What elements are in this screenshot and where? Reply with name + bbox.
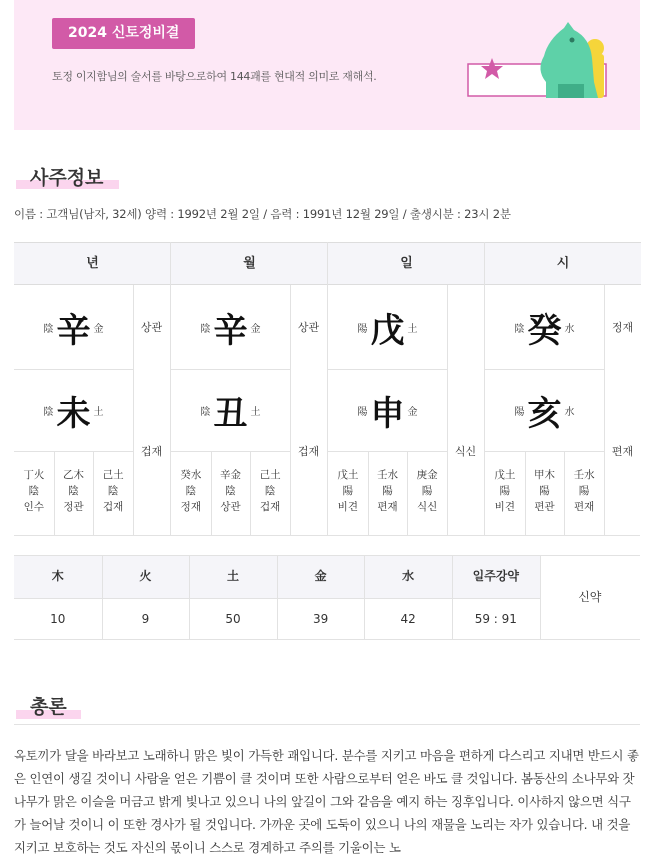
hidden-stem-yinyang: 陽 — [499, 485, 511, 497]
pillar-header: 월 — [171, 242, 328, 285]
banner-description: 토정 이지함님의 술서를 바탕으로하여 144괘를 현대적 의미로 재해석. — [52, 70, 377, 83]
divider — [14, 535, 640, 536]
hidden-stem-yinyang: 陰 — [107, 485, 119, 497]
yinyang-label: 陰 — [43, 323, 54, 335]
element-value: 59 : 91 — [474, 612, 517, 626]
element-label: 土 — [250, 406, 261, 418]
earthly-branch — [171, 369, 290, 451]
hidden-stem-god: 겁재 — [103, 501, 124, 513]
element-label: 土 — [93, 406, 104, 418]
hidden-stem — [93, 467, 133, 515]
hidden-stem-god: 편재 — [377, 501, 398, 513]
hidden-stem-name: 己土 — [259, 469, 281, 481]
hidden-stem-yinyang: 陽 — [382, 485, 393, 497]
ten-god-stem: 상관 — [140, 321, 163, 334]
hidden-stem-yinyang: 陰 — [28, 485, 40, 497]
chess-knight-illustration — [466, 18, 616, 102]
heavenly-stem — [328, 285, 447, 369]
divider — [407, 451, 408, 536]
element-value: 10 — [50, 612, 66, 626]
hidden-stem — [407, 467, 447, 515]
divider — [525, 451, 526, 536]
element-label: 水 — [564, 406, 575, 418]
divider — [171, 369, 290, 370]
hidden-stem-god: 식신 — [417, 501, 438, 513]
element-header: 木 — [14, 555, 102, 598]
hidden-stem-yinyang: 陽 — [578, 485, 590, 497]
element-header: 일주강약 — [452, 555, 540, 598]
element-header: 水 — [364, 555, 452, 598]
pillar-header: 일 — [328, 242, 485, 285]
pillar-header: 년 — [14, 242, 171, 285]
branch-char: 丑 — [213, 393, 248, 434]
hidden-stem — [368, 467, 408, 515]
hidden-stem-name: 壬水 — [573, 469, 595, 481]
divider — [328, 369, 447, 370]
divider — [211, 451, 212, 536]
elements-table — [14, 555, 640, 640]
element-header: 土 — [189, 555, 277, 598]
divider — [14, 639, 640, 640]
yinyang-label: 陰 — [43, 406, 54, 418]
hidden-stem-god: 상관 — [220, 501, 241, 513]
heavenly-stem — [171, 285, 290, 369]
strength-result: 신약 — [578, 590, 602, 604]
divider — [54, 451, 55, 536]
hidden-stem-name: 甲木 — [533, 469, 555, 481]
hidden-stem-yinyang: 陰 — [264, 485, 276, 497]
hidden-stem-name: 乙木 — [62, 469, 84, 481]
hidden-stem-name: 丁火 — [23, 469, 45, 481]
element-value: 42 — [400, 612, 416, 626]
ten-god-branch: 편재 — [611, 445, 634, 458]
earthly-branch — [485, 369, 604, 451]
hidden-stem — [564, 467, 604, 515]
yinyang-label: 陽 — [357, 406, 368, 418]
hidden-stem-god: 편재 — [574, 501, 595, 513]
element-label: 金 — [407, 406, 418, 418]
stem-char: 癸 — [527, 310, 562, 351]
divider — [447, 285, 448, 536]
hidden-stem-god: 편관 — [534, 501, 555, 513]
divider — [328, 451, 447, 452]
yinyang-label: 陰 — [200, 406, 211, 418]
branch-char: 申 — [370, 393, 405, 434]
hidden-stem — [485, 467, 525, 515]
heavenly-stem — [14, 285, 133, 369]
divider — [485, 451, 604, 452]
stem-char: 戊 — [370, 310, 405, 351]
divider — [93, 451, 94, 536]
element-value: 50 — [225, 612, 241, 626]
hidden-stem-name: 壬水 — [376, 469, 398, 481]
divider — [484, 242, 485, 536]
element-label: 水 — [564, 323, 575, 335]
divider — [564, 451, 565, 536]
stem-char: 辛 — [56, 310, 91, 351]
hidden-stem — [328, 467, 368, 515]
yinyang-label: 陽 — [514, 406, 525, 418]
ten-god-stem: 정재 — [611, 321, 634, 334]
element-header: 金 — [277, 555, 365, 598]
hidden-stem-god: 정관 — [63, 501, 84, 513]
ten-god-branch: 식신 — [454, 445, 477, 458]
element-label: 金 — [93, 323, 104, 335]
divider — [14, 598, 540, 599]
yinyang-label: 陰 — [514, 323, 525, 335]
divider — [171, 451, 290, 452]
hidden-stem-name: 戊土 — [494, 469, 516, 481]
hidden-stem-name: 辛金 — [219, 469, 241, 481]
element-value: 39 — [312, 612, 329, 626]
divider — [133, 285, 134, 536]
divider — [14, 724, 640, 725]
ten-god-branch: 겁재 — [140, 445, 163, 458]
summary-text: 옥토끼가 달을 바라보고 노래하니 맑은 빛이 가득한 괘입니다. 분수를 지키고 마음을 편하게 다스리고 지내면 반드시 좋은 인연이 생길 것이니 사람을 얻은 기쁨이 클 것이며 또한 사람으로부터 얻은 바도 클 것입니다. 봄동산의 소나무와 잣나무가 맑은 이슬을 머금고 밝게 빛나고 있으니 나의 앞길이 그와 같음을 예지 하는 징후입니다. 이사하지 않으면 식구가 늘어날 것이니 이 또한 경사가 될 것입니다. 가까운 곳에 도둑이 있으니 나의 재물을 노리는 자가 있습니다. 내 것을 지키고 보호하는 것도 자신의 몫이니 스스로 경계하고 주의를 기울이는 노 — [14, 748, 639, 855]
hidden-stem-name: 庚金 — [416, 469, 438, 481]
element-label: 金 — [250, 323, 261, 335]
divider — [14, 555, 640, 556]
pillar-header: 시 — [485, 242, 641, 285]
branch-char: 未 — [56, 393, 91, 434]
ten-god-stem: 상관 — [297, 321, 320, 334]
hidden-stem-god: 인수 — [23, 501, 44, 513]
earthly-branch — [328, 369, 447, 451]
hidden-stem — [250, 467, 290, 515]
hidden-stem-yinyang: 陰 — [68, 485, 79, 497]
stem-char: 辛 — [213, 310, 248, 351]
hidden-stem-name: 己土 — [102, 469, 124, 481]
hidden-stem-yinyang: 陰 — [225, 485, 236, 497]
branch-char: 亥 — [527, 393, 562, 434]
hidden-stem — [211, 467, 251, 515]
divider — [250, 451, 251, 536]
hidden-stem-name: 癸水 — [180, 469, 202, 481]
divider — [14, 369, 133, 370]
yinyang-label: 陰 — [200, 323, 211, 335]
saju-table — [14, 242, 640, 536]
element-value: 9 — [141, 612, 150, 626]
element-header: 火 — [102, 555, 190, 598]
hidden-stem — [525, 467, 565, 515]
divider — [290, 285, 291, 536]
hidden-stem-yinyang: 陽 — [539, 485, 550, 497]
birth-info: 이름 : 고객님(남자, 32세) 양력 : 1992년 2월 2일 / 음력 : 1991년 12월 29일 / 출생시분 : 23시 2분 — [14, 207, 511, 221]
hidden-stem — [54, 467, 94, 515]
divider — [368, 451, 369, 536]
hidden-stem-god: 비견 — [337, 501, 358, 513]
hidden-stem-yinyang: 陰 — [185, 485, 197, 497]
ten-god-branch: 겁재 — [297, 445, 320, 458]
hidden-stem — [171, 467, 211, 515]
divider — [327, 242, 328, 536]
hidden-stem-yinyang: 陽 — [421, 485, 433, 497]
banner — [14, 0, 640, 130]
yinyang-label: 陽 — [357, 323, 368, 335]
hidden-stem-name: 戊土 — [337, 469, 359, 481]
banner-badge: 2024 신토정비결 — [52, 18, 195, 49]
earthly-branch — [14, 369, 133, 451]
hidden-stem-god: 정재 — [180, 501, 201, 513]
hidden-stem — [14, 467, 54, 515]
hidden-stem-god: 비견 — [494, 501, 515, 513]
divider — [604, 285, 605, 536]
hidden-stem-god: 겁재 — [260, 501, 281, 513]
heavenly-stem — [485, 285, 604, 369]
divider — [485, 369, 604, 370]
divider — [170, 242, 171, 536]
saju-section-title: 사주정보 — [30, 167, 104, 189]
summary-section-title: 총론 — [30, 696, 67, 718]
divider — [14, 451, 133, 452]
hidden-stem-yinyang: 陽 — [342, 485, 354, 497]
element-label: 土 — [407, 323, 418, 335]
